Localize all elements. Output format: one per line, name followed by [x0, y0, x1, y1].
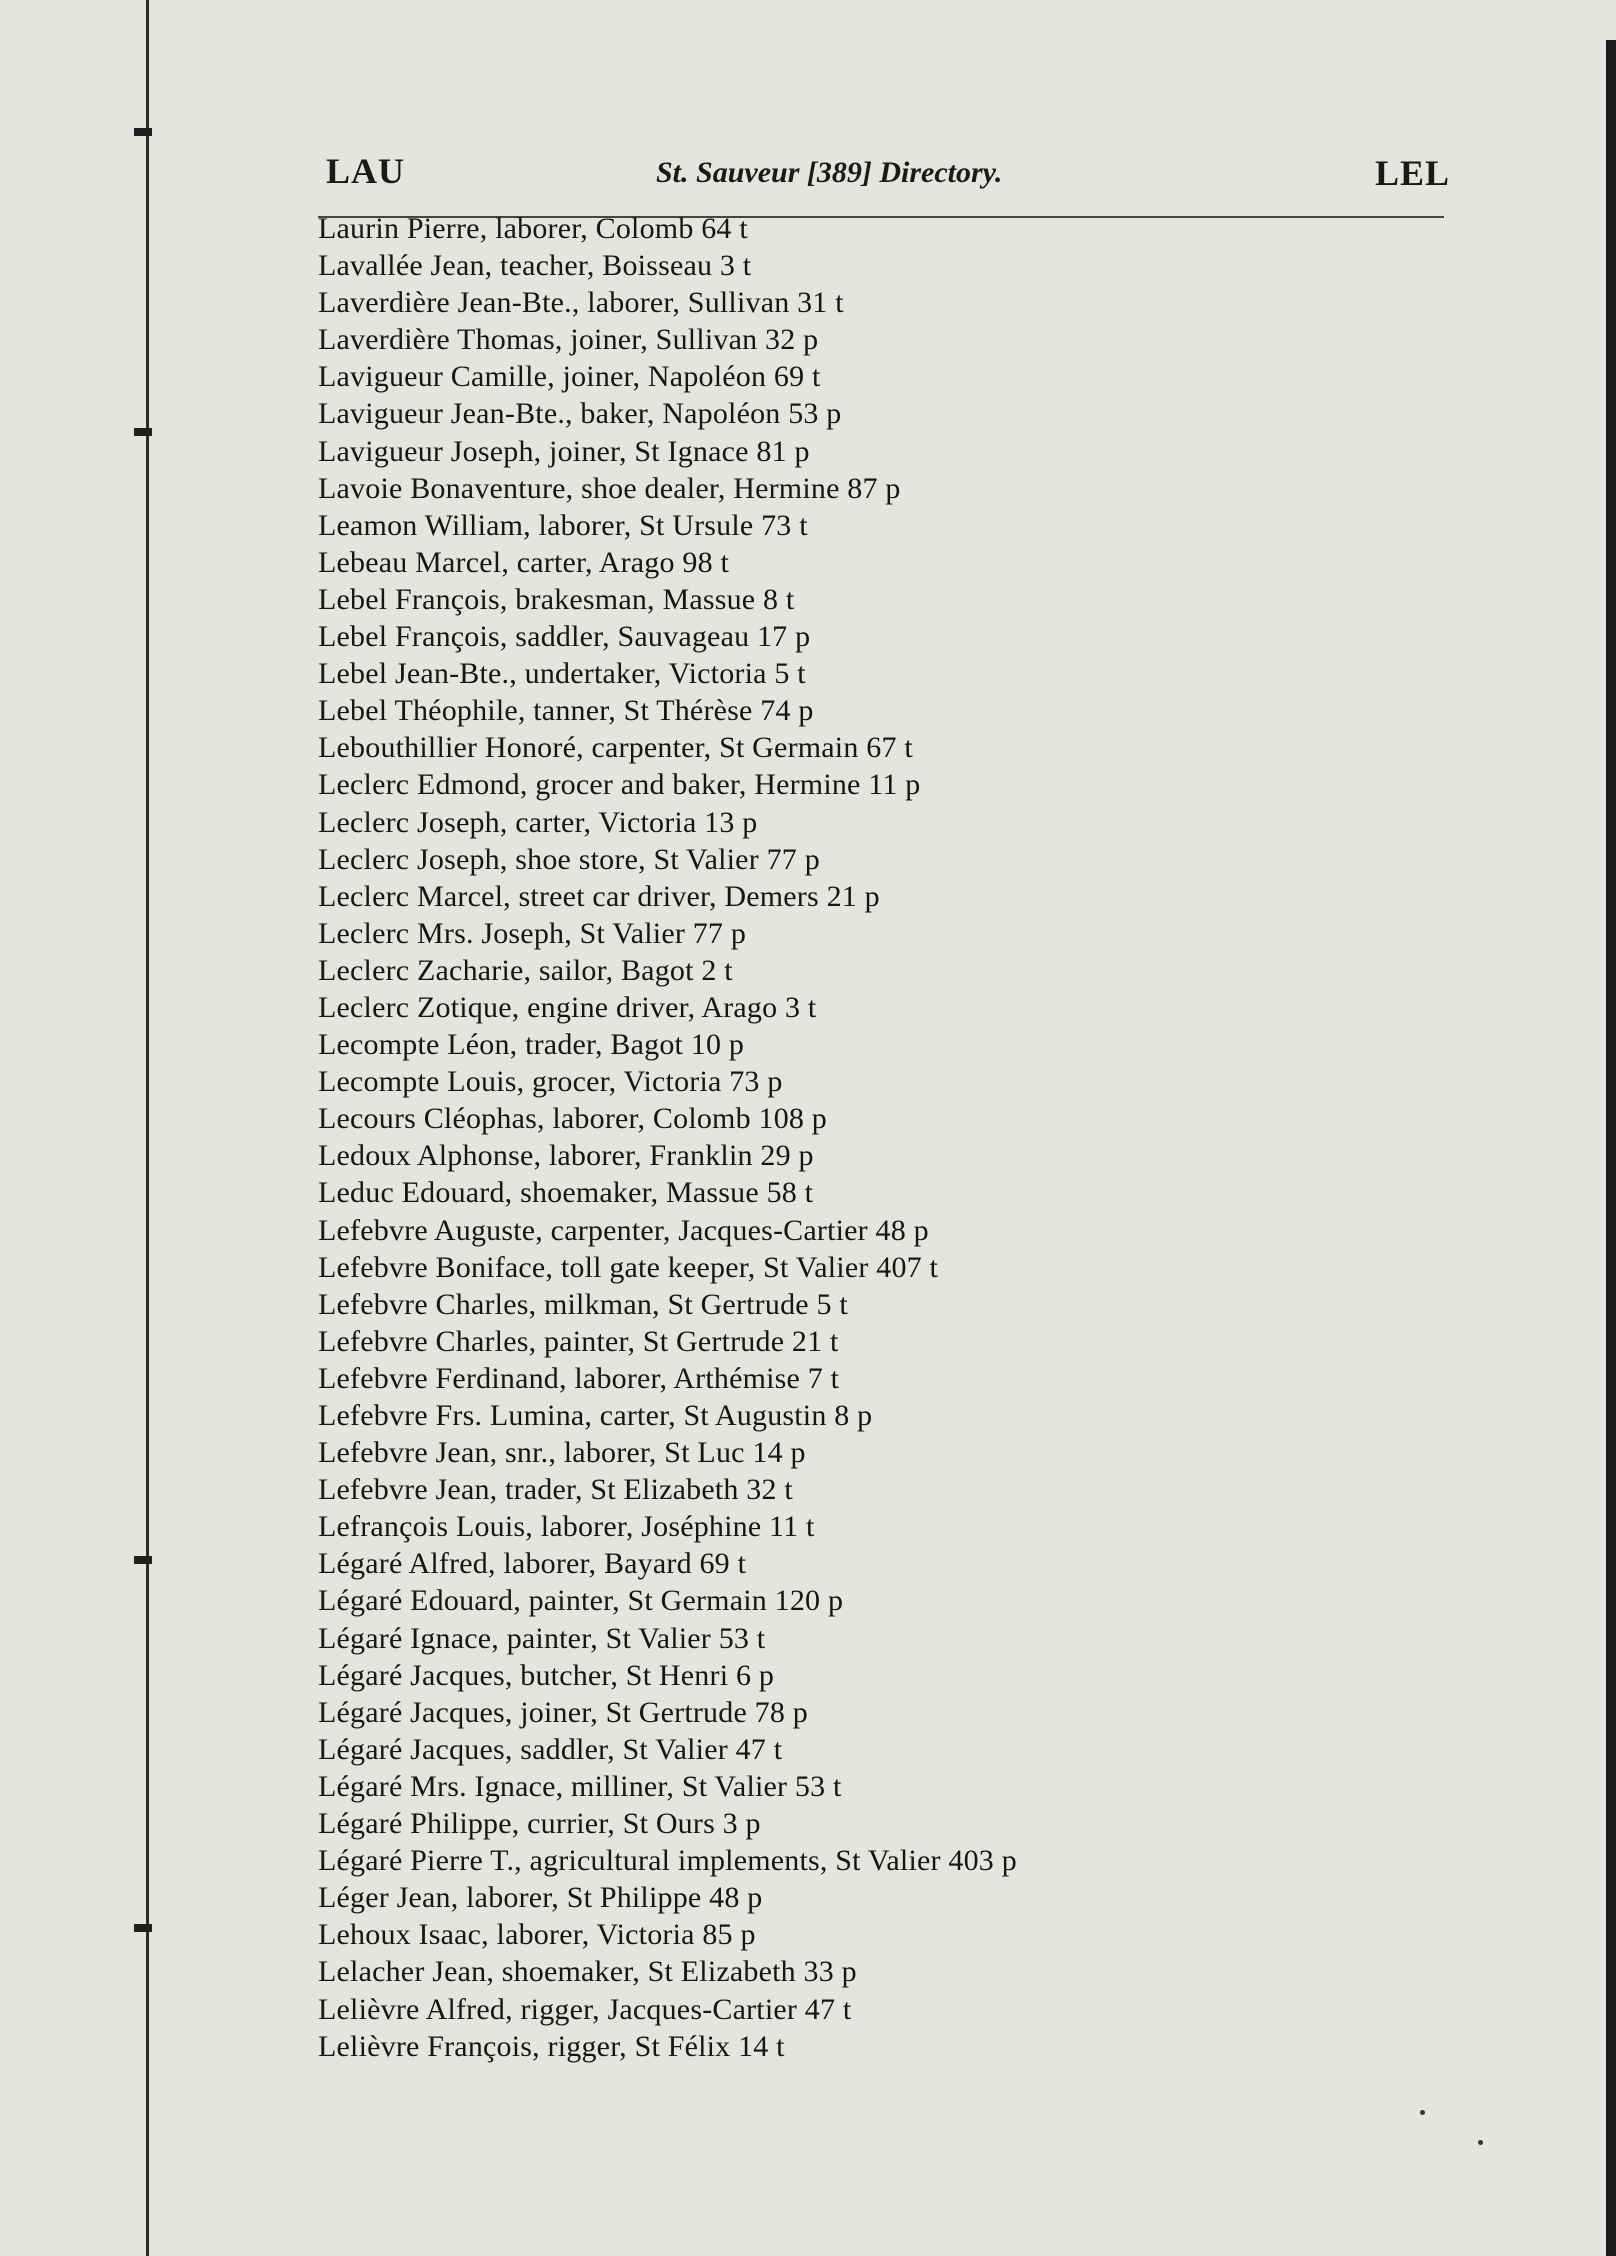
directory-entry: Légaré Jacques, saddler, St Valier 47 t — [318, 1732, 783, 1766]
directory-entry: Lebel Jean-Bte., undertaker, Victoria 5 t — [318, 657, 806, 691]
directory-entry: Lecours Cléophas, laborer, Colomb 108 p — [318, 1102, 827, 1136]
directory-entry: Laurin Pierre, laborer, Colomb 64 t — [318, 212, 748, 245]
directory-entry: Leclerc Edmond, grocer and baker, Hermine 11 p — [318, 768, 921, 802]
ink-speck — [1478, 2140, 1483, 2145]
directory-entry: Leclerc Mrs. Joseph, St Valier 77 p — [318, 916, 747, 950]
directory-entry: Lavallée Jean, teacher, Boisseau 3 t — [318, 249, 752, 283]
directory-entry: Leamon William, laborer, St Ursule 73 t — [318, 508, 808, 542]
directory-entry: Lavoie Bonaventure, shoe dealer, Hermine 87 p — [318, 471, 901, 505]
directory-entry: Lelièvre François, rigger, St Félix 14 t — [318, 2029, 785, 2063]
directory-entry: Leclerc Zotique, engine driver, Arago 3 t — [318, 990, 817, 1024]
directory-entry: Légaré Philippe, currier, St Ours 3 p — [318, 1807, 761, 1841]
directory-entry: Lebel François, brakesman, Massue 8 t — [318, 582, 795, 616]
directory-entry: Leduc Edouard, shoemaker, Massue 58 t — [318, 1176, 814, 1210]
directory-entry: Lavigueur Camille, joiner, Napoléon 69 t — [318, 360, 821, 394]
directory-entry: Légaré Edouard, painter, St Germain 120 p — [318, 1584, 844, 1618]
directory-entry: Légaré Ignace, painter, St Valier 53 t — [318, 1621, 766, 1655]
directory-entry: Leclerc Marcel, street car driver, Demers 21 p — [318, 879, 880, 913]
directory-entry: Légaré Pierre T., agricultural implements, St Valier 403 p — [318, 1844, 1017, 1878]
directory-entry: Laverdière Thomas, joiner, Sullivan 32 p — [318, 323, 819, 357]
directory-entry: Légaré Jacques, joiner, St Gertrude 78 p — [318, 1695, 808, 1729]
directory-entry: Lefebvre Ferdinand, laborer, Arthémise 7 t — [318, 1361, 840, 1395]
directory-entry: Lefebvre Jean, snr., laborer, St Luc 14 p — [318, 1436, 806, 1470]
directory-entry: Lelièvre Alfred, rigger, Jacques-Cartier 47 t — [318, 1992, 852, 2026]
directory-entry: Lefrançois Louis, laborer, Joséphine 11 t — [318, 1510, 815, 1544]
directory-entry: Lecompte Louis, grocer, Victoria 73 p — [318, 1065, 783, 1099]
binding-mark — [134, 428, 152, 436]
ink-speck — [1420, 2110, 1425, 2115]
directory-entry: Légaré Alfred, laborer, Bayard 69 t — [318, 1547, 747, 1581]
directory-entry: Lefebvre Boniface, toll gate keeper, St Valier 407 t — [318, 1250, 939, 1284]
directory-entry: Lefebvre Charles, milkman, St Gertrude 5 t — [318, 1287, 848, 1321]
directory-entry: Lefebvre Frs. Lumina, carter, St Augustin 8 p — [318, 1399, 873, 1432]
binding-mark — [134, 1556, 152, 1564]
directory-entry: Lefebvre Auguste, carpenter, Jacques-Cartier 48 p — [318, 1213, 929, 1247]
directory-entry: Lefebvre Charles, painter, St Gertrude 21 t — [318, 1324, 839, 1358]
directory-entry: Léger Jean, laborer, St Philippe 48 p — [318, 1881, 763, 1915]
directory-entry: Lavigueur Jean-Bte., baker, Napoléon 53 p — [318, 397, 842, 431]
binding-mark — [134, 128, 152, 136]
directory-entry: Lebel Théophile, tanner, St Thérèse 74 p — [318, 694, 814, 728]
directory-entry: Lefebvre Jean, trader, St Elizabeth 32 t — [318, 1473, 793, 1507]
directory-entry: Leclerc Joseph, carter, Victoria 13 p — [318, 805, 758, 839]
directory-entry: Leclerc Joseph, shoe store, St Valier 77 p — [318, 842, 820, 876]
directory-entry: Légaré Mrs. Ignace, milliner, St Valier 53 t — [318, 1769, 842, 1803]
directory-entry: Lavigueur Joseph, joiner, St Ignace 81 p — [318, 434, 810, 468]
page-header — [326, 150, 1450, 212]
guide-word-right: LEL — [1374, 153, 1450, 193]
directory-entry: Leclerc Zacharie, sailor, Bagot 2 t — [318, 953, 733, 987]
directory-entry: Légaré Jacques, butcher, St Henri 6 p — [318, 1658, 775, 1692]
guide-word-left: LAU — [326, 151, 406, 191]
directory-entry: Lecompte Léon, trader, Bagot 10 p — [318, 1028, 745, 1062]
directory-entry: Lehoux Isaac, laborer, Victoria 85 p — [318, 1918, 756, 1952]
binding-rule — [146, 0, 149, 2256]
directory-entry: Laverdière Jean-Bte., laborer, Sullivan 31 t — [318, 286, 844, 320]
directory-entry: Lebel François, saddler, Sauvageau 17 p — [318, 620, 811, 654]
directory-entries — [318, 210, 1438, 2065]
page-edge-shadow — [1606, 40, 1616, 2256]
directory-entry: Lelacher Jean, shoemaker, St Elizabeth 33 p — [318, 1955, 857, 1989]
directory-entry: Lebeau Marcel, carter, Arago 98 t — [318, 545, 730, 579]
directory-entry: Ledoux Alphonse, laborer, Franklin 29 p — [318, 1139, 814, 1173]
binding-mark — [134, 1924, 152, 1932]
directory-entry: Lebouthillier Honoré, carpenter, St Germain 67 t — [318, 731, 913, 765]
page-title: St. Sauveur [389] Directory. — [656, 156, 1003, 189]
